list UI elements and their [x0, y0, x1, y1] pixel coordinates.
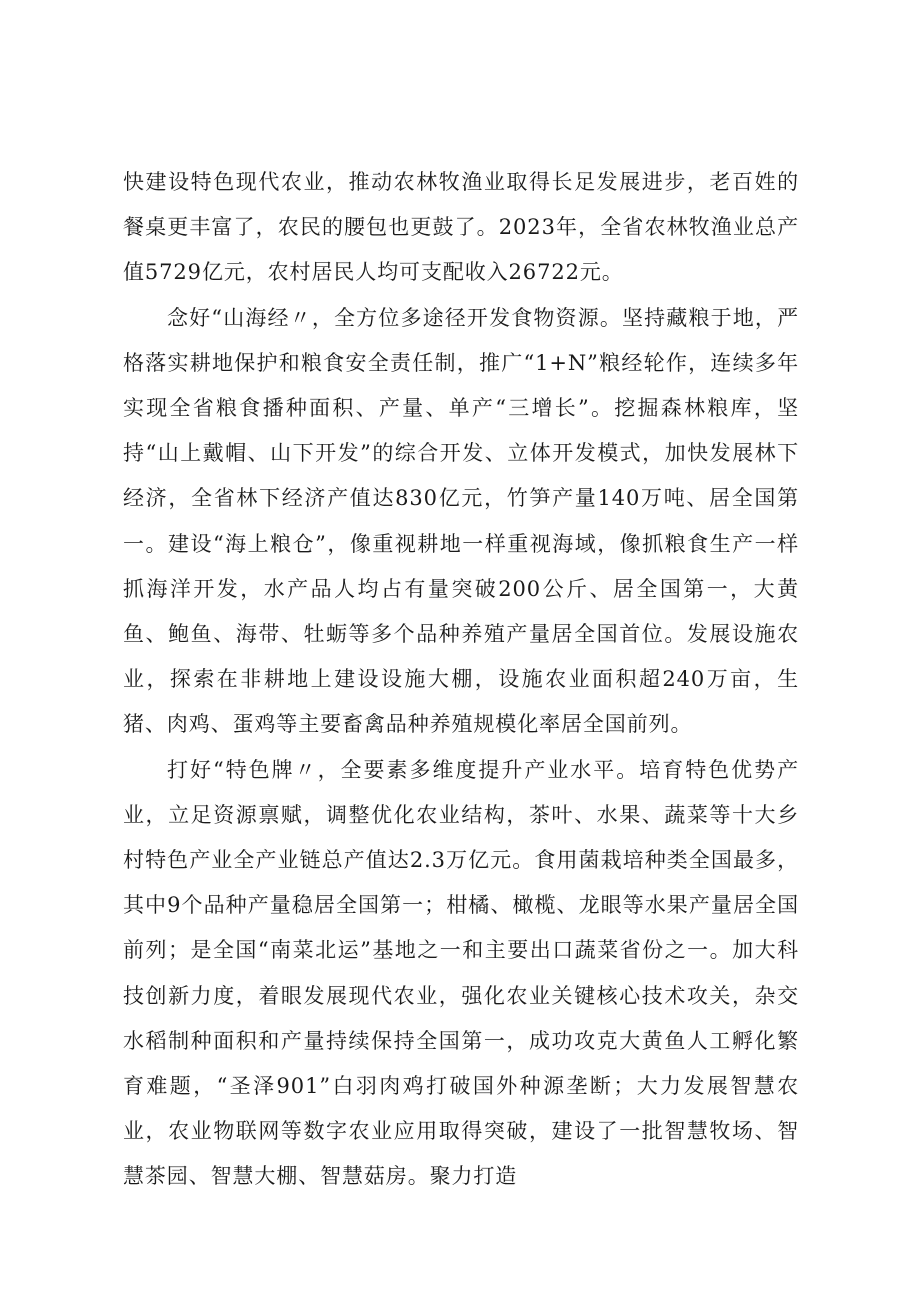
paragraph-specialty: 打好“特色牌〃，全要素多维度提升产业水平。培育特色优势产业，立足资源禀赋，调整优化农业结构，茶叶、水果、蔬菜等十大乡村特色产业全产业链总产值达2.3万亿元。食用菌栽培种类全国最多，其中9个品种产量稳居全国第一；柑橘、橄榄、龙眼等水果产量居全国前列；是全国“南菜北运”基地之一和主要出口蔬菜省份之一。加大科技创新力度，着眼发展现代农业，强化农业关键核心技术攻关，杂交水稻制种面积和产量持续保持全国第一，成功攻克大黄鱼人工孵化繁育难题，“圣泽901”白羽肉鸡打破国外种源垄断；大力发展智慧农业，农业物联网等数字农业应用取得突破，建设了一批智慧牧场、智慧茶园、智慧大棚、智慧菇房。聚力打造	[123, 757, 799, 1189]
document-body	[123, 160, 799, 1200]
paragraph-continuation: 快建设特色现代农业，推动农林牧渔业取得长足发展进步，老百姓的餐桌更丰富了，农民的腰包也更鼓了。2023年，全省农林牧渔业总产值5729亿元，农村居民人均可支配收入26722元。	[123, 170, 799, 285]
paragraph-mountain-sea: 念好“山海经〃，全方位多途径开发食物资源。坚持藏粮于地，严格落实耕地保护和粮食安全责任制，推广“1+N”粮经轮作，连续多年实现全省粮食播种面积、产量、单产“三增长”。挖掘森林粮库，坚持“山上戴帽、山下开发”的综合开发、立体开发模式，加快发展林下经济，全省林下经济产值达830亿元，竹笋产量140万吨、居全国第一。建设“海上粮仓”，像重视耕地一样重视海域，像抓粮食生产一样抓海洋开发，水产品人均占有量突破200公斤、居全国第一，大黄鱼、鲍鱼、海带、牡蛎等多个品种养殖产量居全国首位。发展设施农业，探索在非耕地上建设设施大棚，设施农业面积超240万亩，生猪、肉鸡、蛋鸡等主要畜禽品种养殖规模化率居全国前列。	[123, 305, 799, 737]
